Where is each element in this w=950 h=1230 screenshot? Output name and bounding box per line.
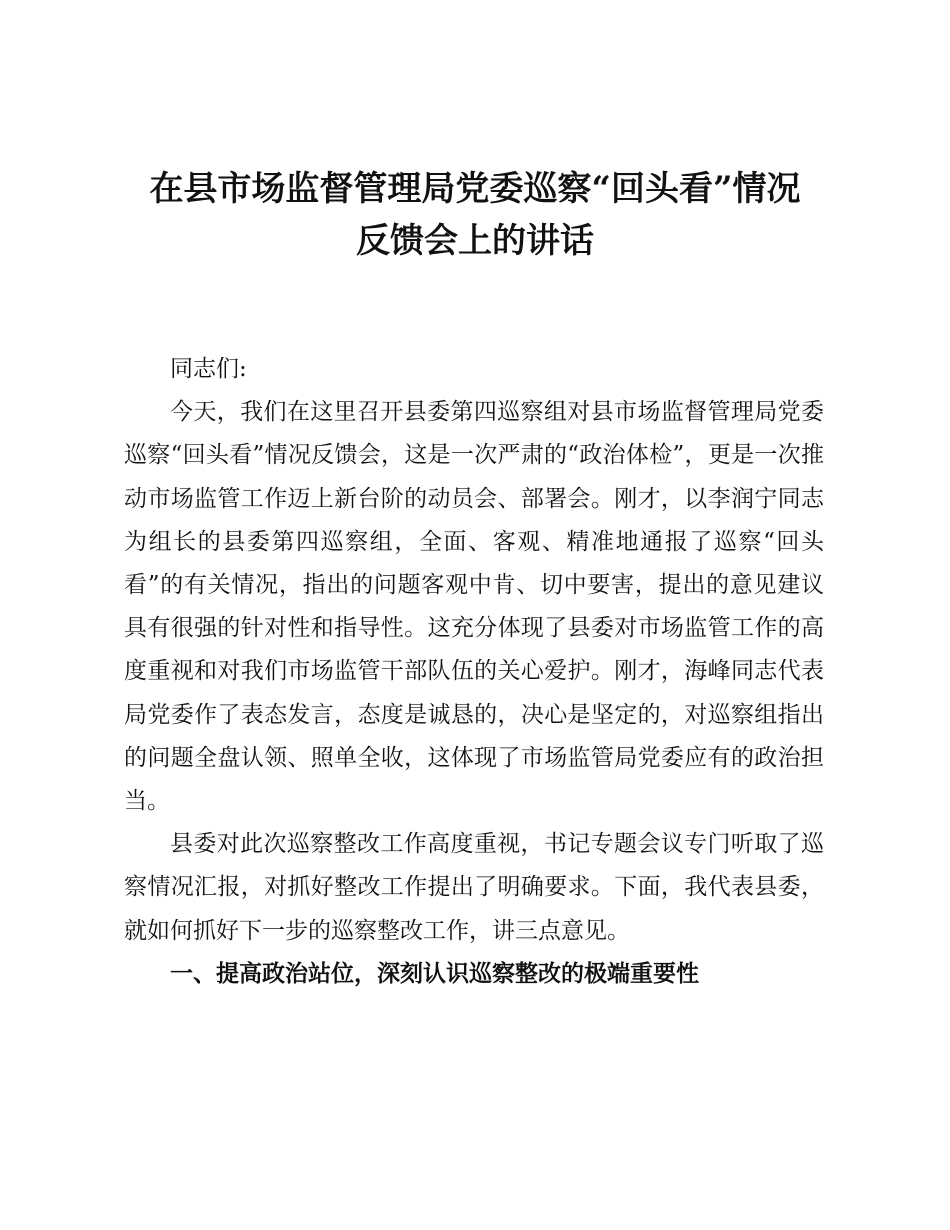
salutation: 同志们: (170, 356, 247, 382)
paragraph-2: 县委对此次巡察整改工作高度重视，书记专题会议专门听取了巡察情况汇报，对抓好整改工作提出了明确要求。下面，我代表县委，就如何抓好下一步的巡察整改工作，讲三点意见。 (124, 831, 824, 944)
title-line-2: 反馈会上的讲话 (356, 221, 594, 261)
document-title (110, 163, 840, 267)
section-heading-1: 一、提高政治站位，深刻认识巡察整改的极端重要性 (170, 960, 699, 987)
title-line-1: 在县市场监督管理局党委巡察“回头看”情况 (149, 169, 801, 209)
document-body (124, 348, 824, 996)
paragraph-1: 今天，我们在这里召开县委第四巡察组对县市场监督管理局党委巡察“回头看”情况反馈会，这是一次严肃的“政治体检”，更是一次推动市场监管工作迈上新台阶的动员会、部署会。刚才，以李润宁同志为组长的县委第四巡察组，全面、客观、精准地通报了巡察“回头看”的有关情况，指出的问题客观中肯、切中要害，提出的意见建议具有很强的针对性和指导性。这充分体现了县委对市场监管工作的高度重视和对我们市场监管干部队伍的关心爱护。刚才，海峰同志代表局党委作了表态发言，态度是诚恳的，决心是坚定的，对巡察组指出的问题全盘认领、照单全收，这体现了市场监管局党委应有的政治担当。 (124, 399, 824, 815)
